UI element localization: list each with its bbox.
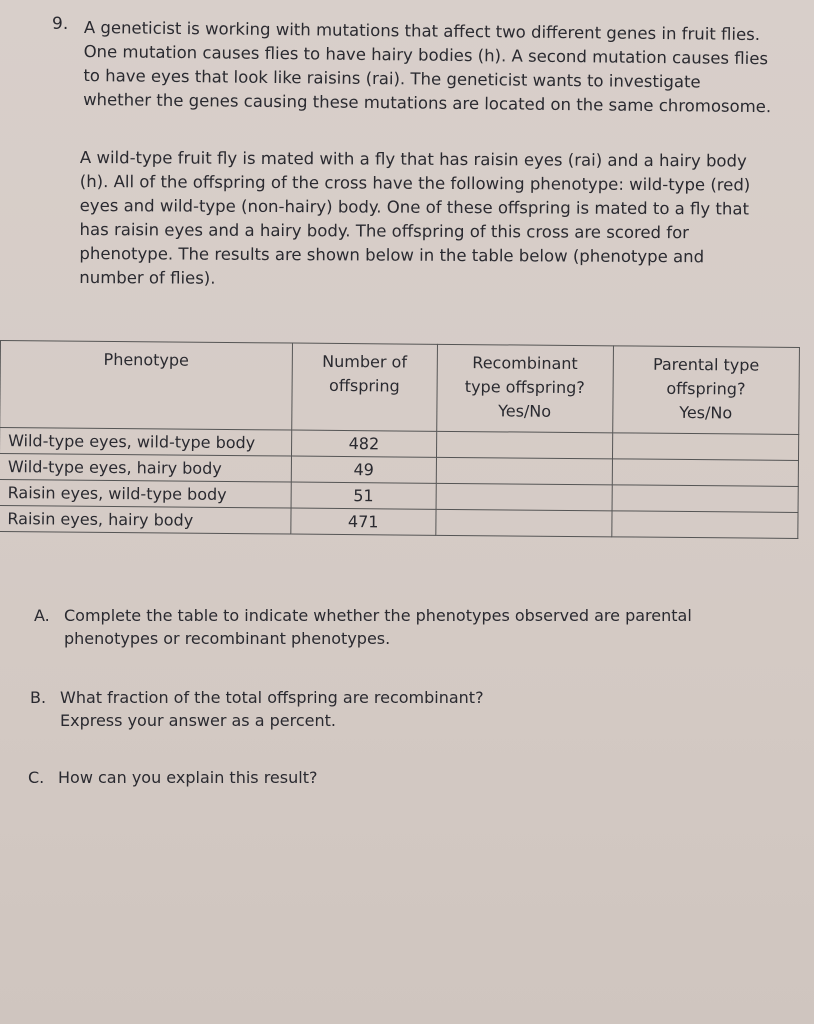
header-line: offspring [329, 375, 400, 396]
parental-answer-cell[interactable] [612, 459, 799, 487]
phenotype-cell: Raisin eyes, hairy body [0, 505, 291, 534]
subquestion-label: A. [34, 606, 50, 625]
table-row [0, 505, 798, 538]
question-intro [83, 16, 796, 119]
header-line: Yes/No [498, 401, 552, 421]
paragraph-line: A wild-type fruit fly is mated with a fly that has raisin eyes (rai) and a hairy body [79, 147, 747, 171]
count-cell: 49 [291, 456, 436, 483]
subquestion-a [34, 604, 774, 654]
intro-line: A geneticist is working with mutations that affect two different genes in fruit flies. [83, 17, 761, 45]
intro-line: whether the genes causing these mutations are located on the same chromosome. [83, 89, 772, 117]
parental-answer-cell[interactable] [611, 511, 798, 539]
question-number: 9. [52, 14, 69, 34]
subquestion-line: Express your answer as a percent. [60, 711, 336, 730]
intro-line: to have eyes that look like raisins (rai). The geneticist wants to investigate [83, 65, 701, 92]
header-line: Yes/No [679, 402, 733, 423]
header-line: Recombinant [472, 353, 578, 374]
header-parental [612, 346, 799, 435]
paragraph-line: phenotype. The results are shown below in the table below (phenotype and [79, 243, 705, 267]
header-line: Parental type [652, 354, 760, 375]
header-number-of-offspring [292, 343, 438, 431]
count-cell: 482 [291, 430, 436, 457]
cross-description [79, 146, 780, 294]
header-phenotype: Phenotype [0, 341, 292, 431]
subquestion-label: C. [28, 768, 45, 787]
paragraph-line: (h). All of the offspring of the cross have the following phenotype: wild-type (red) [79, 171, 751, 195]
table-header-row [0, 341, 799, 435]
paragraph-line: eyes and wild-type (non-hairy) body. One of these offspring is mated to a fly that [79, 195, 750, 219]
offspring-table [0, 340, 800, 539]
header-line: Number of [322, 351, 408, 372]
count-cell: 471 [291, 508, 436, 535]
subquestion-line: Complete the table to indicate whether the phenotypes observed are parental [64, 606, 692, 625]
subquestion-b [30, 686, 630, 736]
paragraph-line: has raisin eyes and a hairy body. The offspring of this cross are scored for [79, 219, 690, 243]
subquestion-c [28, 766, 528, 792]
recombinant-answer-cell[interactable] [436, 431, 612, 459]
subquestion-line: What fraction of the total offspring are recombinant? [60, 688, 484, 707]
intro-line: One mutation causes flies to have hairy bodies (h). A second mutation causes flies [83, 41, 769, 69]
parental-answer-cell[interactable] [612, 485, 799, 513]
subquestion-text [58, 766, 317, 789]
paragraph-line: number of flies). [79, 267, 216, 288]
subquestion-text [60, 686, 484, 732]
phenotype-cell: Wild-type eyes, hairy body [0, 454, 291, 483]
header-recombinant [436, 344, 613, 433]
count-cell: 51 [291, 482, 436, 509]
recombinant-answer-cell[interactable] [436, 457, 612, 485]
subquestion-text [64, 604, 692, 650]
recombinant-answer-cell[interactable] [436, 509, 612, 537]
header-line: type offspring? [464, 377, 585, 398]
subquestion-line: phenotypes or recombinant phenotypes. [64, 629, 391, 648]
subquestion-label: B. [30, 688, 47, 707]
parental-answer-cell[interactable] [612, 433, 799, 461]
phenotype-cell: Raisin eyes, wild-type body [0, 479, 291, 508]
header-line: offspring? [666, 378, 746, 399]
subquestion-line: How can you explain this result? [58, 768, 318, 787]
phenotype-cell: Wild-type eyes, wild-type body [0, 428, 292, 457]
recombinant-answer-cell[interactable] [436, 483, 612, 511]
